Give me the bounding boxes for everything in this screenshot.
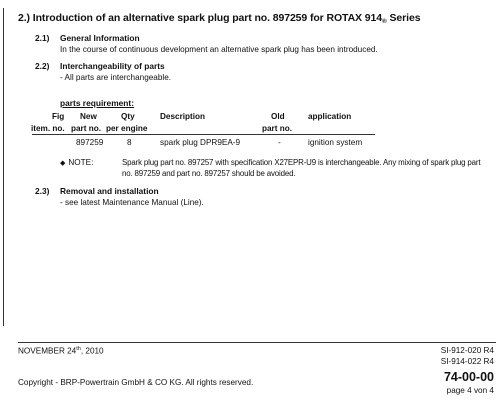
subsection-title-removal-installation: Removal and installation <box>60 186 159 196</box>
cell-application: ignition system <box>308 138 363 147</box>
table-header-rule <box>32 134 375 135</box>
section-heading-number: 2.) <box>18 12 30 24</box>
parts-requirement-title: parts requirement: <box>60 98 134 108</box>
cell-description: spark plug DPR9EA-9 <box>160 138 241 147</box>
subsection-title-general-information: General Information <box>60 33 140 43</box>
subsection-number-2-2: 2.2) <box>35 61 50 71</box>
col-header-old: Old <box>271 112 285 121</box>
subsection-body-interchangeability: - All parts are interchangeable. <box>60 73 172 82</box>
section-heading-suffix: Series <box>386 12 421 24</box>
col-header-new: New <box>80 112 97 121</box>
col-header-qty-sub: per engine <box>106 124 148 133</box>
col-header-application: application <box>308 112 352 121</box>
footer-chapter-code: 74-00-00 <box>443 370 494 384</box>
col-header-new-sub: part no. <box>71 124 102 133</box>
cell-qty: 8 <box>127 138 132 147</box>
footer-date: NOVEMBER 24th, 2010 <box>18 346 104 356</box>
footer-ref-912: SI-912-020 R4 <box>440 346 494 355</box>
footer-rule <box>18 342 496 343</box>
section-heading <box>18 12 496 25</box>
col-header-old-sub: part no. <box>262 124 293 133</box>
subsection-body-removal-installation: - see latest Maintenance Manual (Line). <box>60 198 204 207</box>
col-header-fig-sub: item. no. <box>31 124 65 133</box>
footer-copyright: Copyright - BRP-Powertrain GmbH & CO KG. All rights reserved. <box>18 378 254 387</box>
subsection-number-2-1: 2.1) <box>35 33 50 43</box>
note-text: Spark plug part no. 897257 with specification X27EPR-U9 is interchangeable. Any mixing of spark plug part no. 897259 and part no. 897257 should be avoided. <box>122 158 481 178</box>
diamond-bullet-icon: ◆ <box>60 160 66 167</box>
registered-mark: ® <box>382 18 387 25</box>
subsection-body-general-information: In the course of continuous development an alternative spark plug has been introduced. <box>60 45 378 54</box>
left-margin-rule <box>3 8 4 326</box>
note-label: ◆ NOTE: <box>60 158 94 167</box>
section-heading-text: Introduction of an alternative spark plug part no. 897259 for ROTAX 914 <box>32 12 382 24</box>
cell-new-part-no: 897259 <box>76 138 104 147</box>
subsection-number-2-3: 2.3) <box>35 186 50 196</box>
subsection-title-interchangeability: Interchangeability of parts <box>60 61 165 71</box>
cell-old-part-no: - <box>278 138 281 147</box>
footer-page-number: page 4 von 4 <box>446 386 494 395</box>
footer-ref-914: SI-914-022 R4 <box>440 357 494 366</box>
col-header-qty: Qty <box>121 112 135 121</box>
col-header-fig: Fig <box>52 112 65 121</box>
col-header-description: Description <box>160 112 206 121</box>
